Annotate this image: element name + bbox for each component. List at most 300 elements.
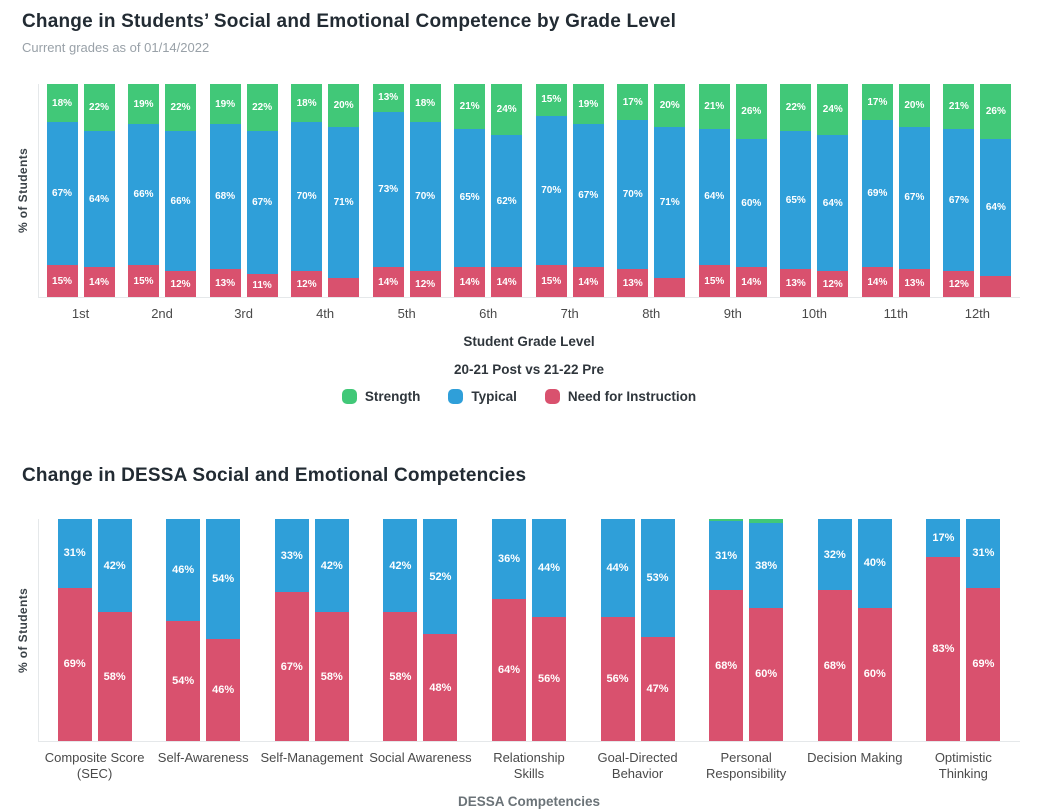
bar-segment-need[interactable]: [654, 278, 685, 297]
bar-segment-label: 18%: [415, 97, 436, 109]
bar-segment-label: 31%: [715, 549, 738, 562]
bar-segment-need[interactable]: [454, 267, 485, 297]
bar-segment-label: 44%: [537, 561, 560, 574]
bar-segment-need[interactable]: [315, 612, 349, 741]
bar-segment-need[interactable]: [275, 592, 309, 741]
category-label: Personal Responsibility: [706, 750, 787, 781]
bar-segment-label: 73%: [378, 183, 399, 195]
bar-segment-label: 71%: [659, 196, 680, 208]
bar-pair: [617, 84, 685, 297]
legend-label: Strength: [364, 389, 421, 404]
bar-segment-typical[interactable]: [275, 519, 309, 592]
bar-segment-need[interactable]: [818, 590, 852, 741]
bar-segment-strength[interactable]: [617, 84, 648, 120]
bar-segment-need[interactable]: [58, 588, 92, 741]
stacked-bar[interactable]: [128, 84, 159, 297]
bar-segment-label: 54%: [172, 675, 195, 688]
stacked-bar[interactable]: [165, 84, 196, 297]
bar-segment-label: 13%: [215, 277, 236, 289]
bar-segment-label: 83%: [932, 642, 955, 655]
bar-segment-label: 60%: [741, 197, 762, 209]
bar-segment-label: 38%: [755, 559, 778, 572]
category-label: 7th: [560, 306, 579, 321]
bar-group: [151, 519, 255, 766]
category-label: 9th: [723, 306, 742, 321]
dessa-competencies-chart: [0, 519, 1038, 781]
bar-segment-need[interactable]: [966, 588, 1000, 741]
stacked-bar[interactable]: [492, 519, 526, 741]
bar-segment-label: 54%: [212, 572, 235, 585]
stacked-bar[interactable]: [454, 84, 485, 297]
bar-segment-label: 42%: [320, 559, 343, 572]
bar-segment-label: 18%: [52, 97, 73, 109]
bar-segment-strength[interactable]: [699, 84, 730, 129]
bar-segment-need[interactable]: [84, 267, 115, 297]
grade-chart-title: Change in Students’ Social and Emotional Competence by Grade Level: [22, 11, 677, 32]
stacked-bar[interactable]: [641, 519, 675, 741]
bar-segment-label: 42%: [103, 559, 126, 572]
bar-pair: [454, 84, 522, 297]
bar-pair: [699, 84, 767, 297]
stacked-bar[interactable]: [210, 84, 241, 297]
bar-segment-label: 62%: [496, 195, 517, 207]
bar-segment-strength[interactable]: [47, 84, 78, 122]
stacked-bar[interactable]: [862, 84, 893, 297]
stacked-bar[interactable]: [699, 84, 730, 297]
bar-segment-label: 36%: [497, 552, 520, 565]
bar-segment-label: 68%: [215, 191, 236, 203]
stacked-bar[interactable]: [654, 84, 685, 297]
legend-label: Need for Instruction: [567, 389, 697, 404]
bar-segment-label: 69%: [867, 188, 888, 200]
bar-segment-need[interactable]: [899, 269, 930, 297]
bar-segment-typical[interactable]: [943, 129, 974, 272]
bar-segment-label: 13%: [622, 277, 643, 289]
bar-segment-label: 17%: [867, 96, 888, 108]
bar-segment-label: 48%: [429, 681, 452, 694]
bar-segment-need[interactable]: [166, 621, 200, 741]
bar-group: [803, 519, 907, 766]
bar-segment-label: 58%: [103, 670, 126, 683]
stacked-bar[interactable]: [291, 84, 322, 297]
cutoff-axis-title: DESSA Competencies: [457, 794, 601, 809]
bar-segment-typical[interactable]: [383, 519, 417, 612]
bar-segment-need[interactable]: [410, 271, 441, 297]
category-label: Goal-Directed Behavior: [597, 750, 678, 781]
bar-segment-strength[interactable]: [410, 84, 441, 122]
bar-group: [775, 84, 853, 322]
bar-segment-label: 67%: [52, 188, 73, 200]
bar-segment-label: 22%: [785, 101, 806, 113]
bar-segment-label: 52%: [429, 570, 452, 583]
stacked-bar[interactable]: [58, 519, 92, 741]
legend-item-strength[interactable]: [342, 389, 421, 404]
bar-group: [368, 84, 446, 322]
bar-pair: [601, 519, 675, 741]
bar-pair: [862, 84, 930, 297]
bar-segment-typical[interactable]: [206, 519, 240, 639]
stacked-bar[interactable]: [966, 519, 1000, 741]
x-axis-title: Student Grade Level: [463, 334, 595, 349]
bar-segment-label: 15%: [541, 275, 562, 287]
bar-segment-label: 44%: [606, 561, 629, 574]
bar-segment-label: 15%: [541, 94, 562, 106]
bar-segment-need[interactable]: [641, 637, 675, 741]
stacked-bar[interactable]: [926, 519, 960, 741]
legend: [0, 389, 1038, 404]
bar-segment-label: 17%: [622, 96, 643, 108]
bar-segment-label: 60%: [755, 668, 778, 681]
stacked-bar[interactable]: [410, 84, 441, 297]
bar-segment-label: 31%: [972, 547, 995, 560]
bar-segment-label: 69%: [63, 658, 86, 671]
bar-segment-need[interactable]: [206, 639, 240, 741]
bar-segment-typical[interactable]: [818, 519, 852, 590]
bar-segment-label: 12%: [296, 278, 317, 290]
bar-pair: [275, 519, 349, 741]
bar-segment-label: 53%: [646, 571, 669, 584]
stacked-bar[interactable]: [817, 84, 848, 297]
stacked-bar[interactable]: [818, 519, 852, 741]
bar-segment-label: 17%: [932, 531, 955, 544]
stacked-bar[interactable]: [536, 84, 567, 297]
bar-segment-label: 14%: [378, 276, 399, 288]
bar-segment-need[interactable]: [601, 617, 635, 741]
bar-segment-label: 22%: [252, 101, 273, 113]
bar-segment-typical[interactable]: [128, 124, 159, 265]
bar-pair: [58, 519, 132, 741]
bar-segment-label: 14%: [496, 276, 517, 288]
bar-segment-label: 31%: [63, 547, 86, 560]
bar-group: [612, 84, 690, 322]
bar-segment-label: 14%: [89, 276, 110, 288]
bar-segment-label: 56%: [606, 672, 629, 685]
bar-segment-label: 64%: [985, 202, 1006, 214]
bar-segment-need[interactable]: [943, 271, 974, 297]
bar-segment-need[interactable]: [373, 267, 404, 297]
stacked-bar[interactable]: [328, 84, 359, 297]
bar-segment-need[interactable]: [291, 271, 322, 297]
bar-segment-label: 65%: [459, 192, 480, 204]
bar-group: [477, 519, 581, 782]
bar-segment-need[interactable]: [210, 269, 241, 297]
bar-segment-typical[interactable]: [709, 521, 743, 590]
bar-segment-need[interactable]: [98, 612, 132, 741]
bar-segment-typical[interactable]: [315, 519, 349, 612]
bar-segment-need[interactable]: [980, 276, 1011, 297]
bar-segment-need[interactable]: [328, 278, 359, 297]
bar-segment-label: 18%: [296, 97, 317, 109]
bar-segment-need[interactable]: [247, 274, 278, 297]
bar-segment-label: 13%: [785, 277, 806, 289]
category-label: 10th: [801, 306, 827, 321]
bar-segment-label: 11%: [252, 279, 272, 291]
bar-group: [911, 519, 1015, 782]
category-label: 5th: [397, 306, 416, 321]
bar-segment-strength[interactable]: [899, 84, 930, 127]
bar-segment-need[interactable]: [491, 267, 522, 297]
bar-pair: [943, 84, 1011, 297]
stacked-bar[interactable]: [166, 519, 200, 741]
bar-segment-label: 42%: [389, 559, 412, 572]
bar-segment-need[interactable]: [780, 269, 811, 297]
stacked-bar[interactable]: [373, 84, 404, 297]
bar-segment-label: 13%: [378, 92, 399, 104]
stacked-bar[interactable]: [532, 519, 566, 741]
category-label: Self-Awareness: [157, 750, 249, 765]
bar-group: [531, 84, 609, 322]
bar-group: [938, 84, 1016, 322]
bar-segment-label: 12%: [415, 278, 436, 290]
bar-segment-typical[interactable]: [98, 519, 132, 612]
bar-segment-need[interactable]: [862, 267, 893, 297]
bar-segment-strength[interactable]: [736, 84, 767, 139]
bar-segment-typical[interactable]: [210, 124, 241, 269]
stacked-bar[interactable]: [47, 84, 78, 297]
bar-group: [694, 84, 772, 322]
bar-segment-label: 26%: [741, 106, 762, 118]
stacked-bar[interactable]: [84, 84, 115, 297]
bar-segment-label: 22%: [170, 101, 191, 113]
grade-chart-subtitle: Current grades as of 01/14/2022: [22, 40, 210, 55]
bar-group: [286, 84, 364, 322]
bar-segment-strength[interactable]: [210, 84, 241, 124]
bar-segment-label: 15%: [704, 275, 725, 287]
bar-segment-typical[interactable]: [601, 519, 635, 617]
bar-segment-label: 66%: [170, 195, 191, 207]
bar-segment-strength[interactable]: [780, 84, 811, 131]
bar-segment-typical[interactable]: [58, 519, 92, 588]
bar-segment-typical[interactable]: [532, 519, 566, 617]
bar-pair: [128, 84, 196, 297]
stacked-bar[interactable]: [491, 84, 522, 297]
stacked-bar[interactable]: [709, 519, 743, 741]
stacked-bar[interactable]: [247, 84, 278, 297]
legend-item-typical[interactable]: [448, 389, 517, 404]
bar-segment-typical[interactable]: [699, 129, 730, 265]
bar-segment-typical[interactable]: [749, 523, 783, 607]
bar-segment-label: 32%: [823, 548, 846, 561]
bar-segment-typical[interactable]: [858, 519, 892, 608]
bar-segment-need[interactable]: [573, 267, 604, 297]
bar-pair: [291, 84, 359, 297]
bar-segment-label: 47%: [646, 682, 669, 695]
bar-segment-label: 70%: [541, 184, 562, 196]
bar-pair: [166, 519, 240, 741]
category-label: 2nd: [151, 306, 173, 321]
bar-segment-typical[interactable]: [899, 127, 930, 270]
category-label: Decision Making: [807, 750, 903, 765]
bar-segment-label: 67%: [904, 192, 925, 204]
bar-segment-need[interactable]: [709, 590, 743, 741]
bar-segment-label: 68%: [715, 659, 738, 672]
stacked-bar[interactable]: [617, 84, 648, 297]
bar-pair: [536, 84, 604, 297]
bar-segment-typical[interactable]: [373, 112, 404, 267]
bar-segment-strength[interactable]: [373, 84, 404, 112]
bar-segment-strength[interactable]: [862, 84, 893, 120]
category-label: Social Awareness: [369, 750, 472, 765]
stacked-bar[interactable]: [749, 519, 783, 741]
bar-segment-typical[interactable]: [410, 122, 441, 271]
bar-segment-label: 67%: [252, 196, 273, 208]
bar-segment-typical[interactable]: [654, 127, 685, 278]
bar-segment-need[interactable]: [128, 265, 159, 297]
bar-segment-strength[interactable]: [654, 84, 685, 127]
bar-segment-label: 26%: [985, 106, 1006, 118]
bar-segment-typical[interactable]: [423, 519, 457, 634]
bar-pair: [383, 519, 457, 741]
bar-segment-label: 21%: [459, 100, 480, 112]
stacked-bar[interactable]: [315, 519, 349, 741]
bar-segment-strength[interactable]: [328, 84, 359, 127]
bar-segment-typical[interactable]: [862, 120, 893, 267]
bar-segment-strength[interactable]: [165, 84, 196, 131]
bar-group: [857, 84, 935, 322]
bar-segment-need[interactable]: [383, 612, 417, 741]
bar-segment-need[interactable]: [492, 599, 526, 741]
category-label: Relationship Skills: [493, 750, 565, 781]
bar-segment-typical[interactable]: [47, 122, 78, 265]
bar-segment-strength[interactable]: [454, 84, 485, 129]
bar-segment-label: 15%: [52, 275, 73, 287]
category-label: 1st: [71, 306, 90, 321]
bar-group: [205, 84, 283, 322]
legend-swatch-typical: [448, 389, 463, 404]
stacked-bar[interactable]: [275, 519, 309, 741]
bar-segment-label: 46%: [212, 683, 235, 696]
bar-segment-typical[interactable]: [573, 124, 604, 267]
bar-segment-label: 66%: [133, 189, 154, 201]
category-label: 3rd: [234, 306, 253, 321]
bar-segment-label: 64%: [497, 663, 520, 676]
bar-segment-strength[interactable]: [536, 84, 567, 116]
stacked-bar[interactable]: [780, 84, 811, 297]
bar-segment-strength[interactable]: [247, 84, 278, 131]
category-label: 12th: [964, 306, 991, 321]
bar-segment-typical[interactable]: [641, 519, 675, 637]
bar-segment-typical[interactable]: [966, 519, 1000, 588]
bar-segment-need[interactable]: [423, 634, 457, 741]
stacked-bar[interactable]: [943, 84, 974, 297]
legend-item-need[interactable]: [545, 389, 696, 404]
bar-segment-label: 64%: [89, 193, 110, 205]
category-label: 4th: [316, 306, 335, 321]
category-label: Composite Score (SEC): [44, 750, 145, 781]
bar-segment-need[interactable]: [817, 271, 848, 297]
bar-pair: [926, 519, 1000, 741]
bar-segment-typical[interactable]: [247, 131, 278, 274]
bar-segment-label: 69%: [972, 658, 995, 671]
bar-segment-typical[interactable]: [491, 135, 522, 267]
stacked-bar[interactable]: [601, 519, 635, 741]
bar-segment-need[interactable]: [532, 617, 566, 741]
bar-segment-label: 60%: [863, 668, 886, 681]
bar-segment-label: 14%: [578, 276, 599, 288]
legend-swatch-strength: [342, 389, 357, 404]
bar-segment-strength[interactable]: [980, 84, 1011, 139]
bar-segment-typical[interactable]: [617, 120, 648, 269]
bar-segment-typical[interactable]: [166, 519, 200, 621]
bar-group: [43, 519, 147, 782]
stacked-bar[interactable]: [858, 519, 892, 741]
bar-segment-typical[interactable]: [454, 129, 485, 267]
bar-segment-need[interactable]: [47, 265, 78, 297]
stacked-bar[interactable]: [899, 84, 930, 297]
bar-segment-strength[interactable]: [817, 84, 848, 135]
bar-segment-typical[interactable]: [980, 139, 1011, 275]
bar-segment-typical[interactable]: [926, 519, 960, 557]
bar-segment-label: 70%: [622, 189, 643, 201]
bar-segment-strength[interactable]: [84, 84, 115, 131]
bar-segment-label: 70%: [415, 191, 436, 203]
bar-segment-label: 67%: [280, 660, 303, 673]
stacked-bar[interactable]: [423, 519, 457, 741]
category-label: Optimistic Thinking: [934, 750, 992, 781]
bar-segment-need[interactable]: [926, 557, 960, 741]
grade-level-chart: [0, 84, 1038, 324]
bar-group: [694, 519, 798, 782]
bar-segment-label: 22%: [89, 101, 110, 113]
bar-segment-typical[interactable]: [492, 519, 526, 599]
bar-group: [42, 84, 120, 322]
bar-segment-label: 20%: [333, 99, 354, 111]
bar-segment-need[interactable]: [858, 608, 892, 741]
category-label: 11th: [883, 306, 909, 321]
bar-segment-typical[interactable]: [780, 131, 811, 269]
legend-label: Typical: [471, 389, 517, 404]
stacked-bar[interactable]: [383, 519, 417, 741]
bar-segment-label: 20%: [659, 99, 680, 111]
bar-segment-need[interactable]: [699, 265, 730, 297]
bar-pair: [780, 84, 848, 297]
bar-segment-strength[interactable]: [128, 84, 159, 124]
bar-segment-need[interactable]: [536, 265, 567, 297]
bar-segment-need[interactable]: [617, 269, 648, 297]
bar-segment-label: 46%: [172, 564, 195, 577]
stacked-bar[interactable]: [736, 84, 767, 297]
dessa-chart-title: Change in DESSA Social and Emotional Competencies: [22, 465, 527, 486]
bar-segment-need[interactable]: [749, 608, 783, 741]
bar-segment-label: 71%: [333, 196, 354, 208]
bar-segment-label: 13%: [904, 277, 925, 289]
bar-segment-typical[interactable]: [165, 131, 196, 272]
stacked-bar[interactable]: [98, 519, 132, 741]
stacked-bar[interactable]: [980, 84, 1011, 297]
bar-segment-typical[interactable]: [736, 139, 767, 267]
bar-segment-label: 14%: [867, 276, 888, 288]
stacked-bar[interactable]: [573, 84, 604, 297]
bar-pair: [373, 84, 441, 297]
bar-segment-typical[interactable]: [84, 131, 115, 267]
bar-segment-label: 19%: [215, 98, 236, 110]
bar-pair: [210, 84, 278, 297]
bar-segment-strength[interactable]: [573, 84, 604, 124]
bar-segment-typical[interactable]: [536, 116, 567, 265]
bar-segment-typical[interactable]: [817, 135, 848, 271]
bar-segment-need[interactable]: [165, 271, 196, 297]
bar-segment-label: 65%: [785, 194, 806, 206]
bar-segment-need[interactable]: [736, 267, 767, 297]
bar-segment-typical[interactable]: [328, 127, 359, 278]
bar-group: [260, 519, 364, 766]
bar-segment-strength[interactable]: [943, 84, 974, 129]
bar-segment-strength[interactable]: [291, 84, 322, 122]
bar-group: [586, 519, 690, 782]
stacked-bar[interactable]: [206, 519, 240, 741]
bar-segment-strength[interactable]: [491, 84, 522, 135]
bar-segment-typical[interactable]: [291, 122, 322, 271]
